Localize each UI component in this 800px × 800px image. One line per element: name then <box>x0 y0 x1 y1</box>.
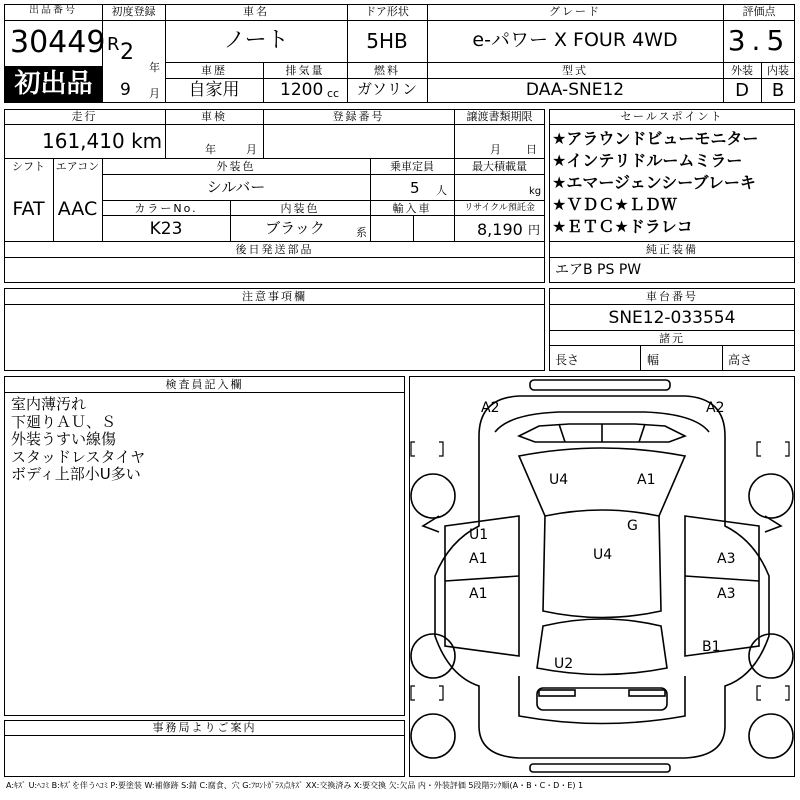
color-label: 外装色 <box>216 160 256 173</box>
reg-year-unit: 年 <box>149 61 160 74</box>
damage-mark: A2 <box>481 400 500 416</box>
damage-mark: A1 <box>469 586 488 602</box>
inspect-label: 車検 <box>201 110 227 123</box>
inspector-notes <box>11 396 145 484</box>
reg-era: R <box>107 34 120 55</box>
sales-item: ★インテリドルームミラー <box>552 151 743 170</box>
model-label: 型式 <box>562 64 588 77</box>
interior-color-unit: 系 <box>356 226 367 239</box>
score-label: 評価点 <box>742 5 776 18</box>
air-conditioner: AAC <box>57 198 98 220</box>
legend: A:ｷｽﾞ U:ﾍｺﾐ B:ｷｽﾞを伴うﾍｺﾐ P:要塗装 W:補修跡 S:錆 C:腐食、穴 G:ﾌﾛﾝﾄｶﾞﾗｽ点ｷｽﾞ XX:交換済み X:要交換 欠:欠品 内・外装評価 5段階ﾗﾝｸ順(A・B・C・D・E) 1 <box>6 781 584 790</box>
sales-label: セールスポイント <box>620 110 724 123</box>
damage-mark: A3 <box>717 586 736 602</box>
caution-label: 注意事項欄 <box>242 290 307 303</box>
sales-item: ★ＶＤＣ★ＬＤＷ <box>552 195 677 214</box>
color-number: K23 <box>149 219 183 239</box>
recycle-unit: 円 <box>528 223 541 237</box>
transfer-label: 譲渡書類期限 <box>466 110 533 123</box>
interior-color: ブラック <box>265 219 325 237</box>
damage-mark: U1 <box>469 527 489 543</box>
disp-unit: cc <box>327 87 340 100</box>
car-name: ノート <box>223 28 289 53</box>
model: DAA-SNE12 <box>525 80 625 100</box>
capacity: 5 <box>410 179 420 197</box>
colorno-label: カラーNo. <box>134 202 198 215</box>
int-score: B <box>771 80 785 101</box>
mileage: 161,410 km <box>42 129 163 153</box>
damage-mark: U4 <box>549 472 569 488</box>
damage-mark: B1 <box>702 639 721 655</box>
shift: FAT <box>12 198 45 220</box>
sales-list <box>552 128 758 238</box>
import-label: 輸入車 <box>392 202 432 215</box>
score: 3.5 <box>727 24 791 57</box>
note-line: 室内薄汚れ <box>11 395 87 413</box>
sales-item: ★エマージェンシーブレーキ <box>552 173 756 192</box>
inspect-month: 月 <box>246 143 257 156</box>
inspector-label: 検査員記入欄 <box>165 378 244 391</box>
body-color: シルバー <box>206 178 266 196</box>
load-unit: kg <box>529 186 542 197</box>
fuel: ガソリン <box>356 80 417 98</box>
displacement: 1200 <box>280 80 324 100</box>
reg-month: 9 <box>120 80 131 100</box>
transfer-month: 月 <box>490 143 501 156</box>
regno-label: 登録番号 <box>332 110 385 123</box>
recycle-label: リサイクル預託金 <box>464 203 535 213</box>
note-line: 下廻りＡＵ、Ｓ <box>11 412 117 431</box>
intcolor-label: 内装色 <box>280 202 320 215</box>
sales-item: ★ＥＴＣ★ドラレコ <box>552 217 693 236</box>
recycle-fee: 8,190 <box>477 220 523 239</box>
chassis-number: SNE12-033554 <box>608 308 736 328</box>
damage-mark: U2 <box>554 656 574 672</box>
note-line: スタッドレスタイヤ <box>11 447 146 466</box>
damage-mark: G <box>627 518 638 534</box>
reg-label: 初度登録 <box>111 5 156 18</box>
later-parts-label: 後日発送部品 <box>235 243 314 256</box>
inspect-year: 年 <box>205 143 216 156</box>
door-type: 5HB <box>366 29 408 53</box>
capacity-unit: 人 <box>436 184 447 197</box>
history: 自家用 <box>188 80 240 100</box>
load-label: 最大積載量 <box>472 160 527 173</box>
grade: e-パワー X FOUR 4WD <box>472 29 678 51</box>
dims-label: 諸元 <box>659 332 685 345</box>
disp-label: 排気量 <box>285 64 325 77</box>
reg-month-unit: 月 <box>149 87 160 100</box>
damage-mark: U4 <box>593 547 613 563</box>
car-outline <box>409 376 795 777</box>
equipment: エアB PS PW <box>555 262 642 278</box>
length-label: 長さ <box>555 353 580 367</box>
first-sale-badge: 初出品 <box>5 67 102 102</box>
int-label: 内装 <box>767 64 789 77</box>
damage-mark: A3 <box>717 551 736 567</box>
damage-mark: A1 <box>637 472 656 488</box>
note-line: 外装うすい線傷 <box>11 430 117 448</box>
ac-label: エアコン <box>55 160 100 173</box>
lot-label: 出品番号 <box>29 5 77 16</box>
grade-label: グレード <box>549 5 601 18</box>
damage-mark: A1 <box>469 551 488 567</box>
cap-label: 乗車定員 <box>390 160 434 173</box>
ext-label: 外装 <box>731 64 753 77</box>
damage-mark: A2 <box>706 400 725 416</box>
sales-item: ★アラウンドビューモニター <box>552 129 759 148</box>
reg-year: 2 <box>120 40 134 65</box>
chassis-label: 車台番号 <box>646 290 698 303</box>
office-label: 事務局よりご案内 <box>152 721 257 734</box>
ext-score: D <box>735 80 749 101</box>
mileage-label: 走行 <box>71 110 98 123</box>
equip-label: 純正装備 <box>646 243 698 256</box>
name-label: 車名 <box>243 5 269 18</box>
door-label: ドア形状 <box>365 5 409 18</box>
lot-number: 30449 <box>10 25 106 60</box>
transfer-day: 日 <box>526 143 537 156</box>
history-label: 車歴 <box>201 64 227 77</box>
note-line: ボディ上部小U多い <box>11 465 141 483</box>
fuel-label: 燃料 <box>374 64 400 77</box>
shift-label: シフト <box>12 160 45 173</box>
height-label: 高さ <box>728 353 753 367</box>
width-label: 幅 <box>647 353 660 367</box>
